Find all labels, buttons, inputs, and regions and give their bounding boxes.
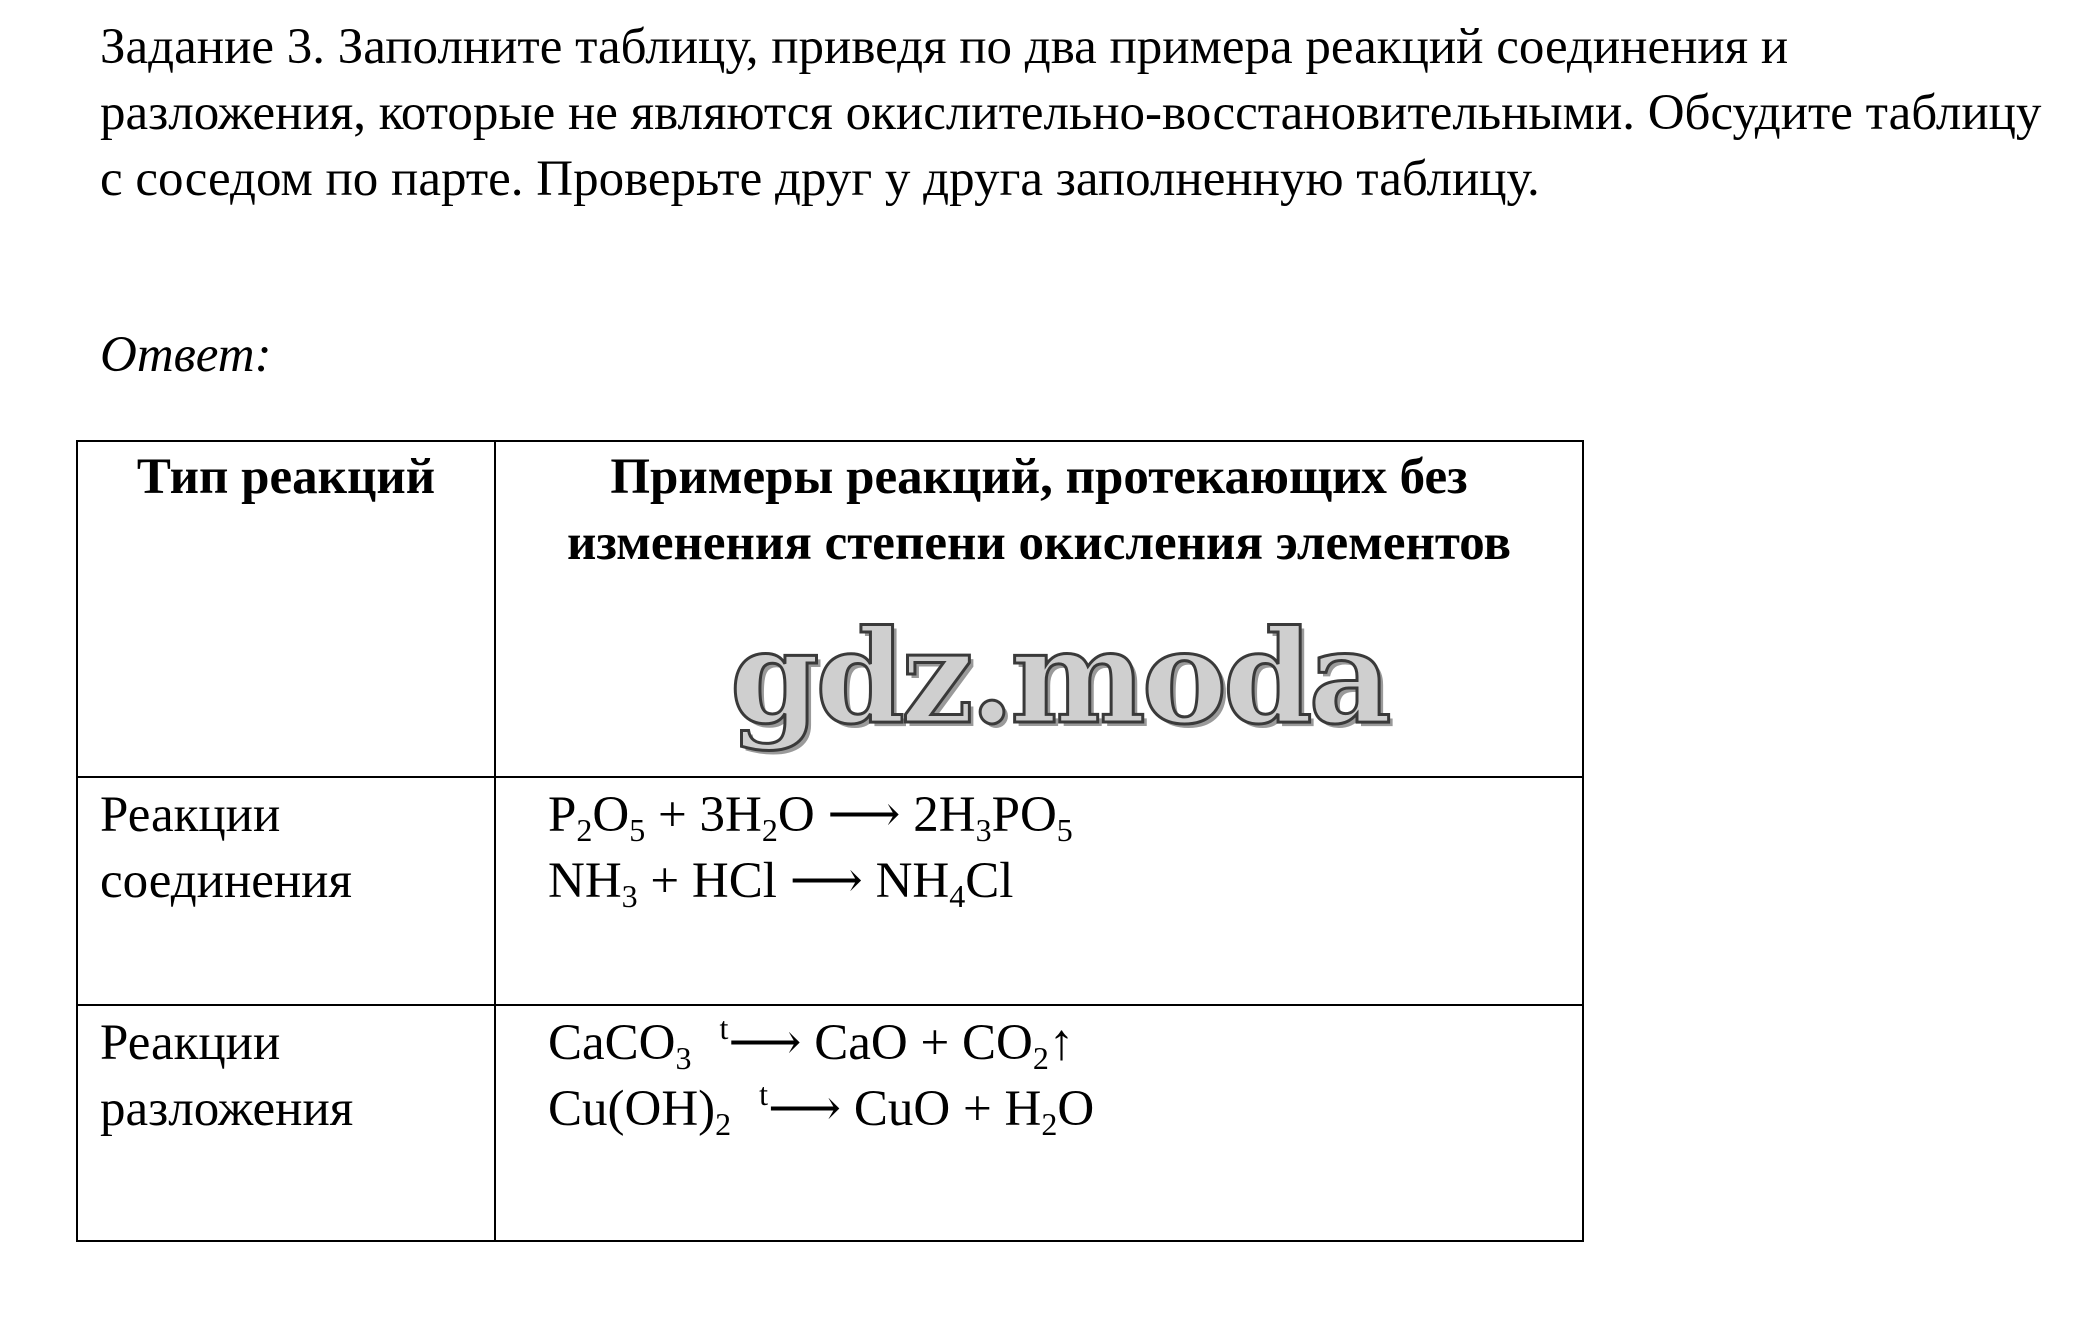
combination-examples [495, 777, 1583, 1005]
reaction-type-decomposition: Реакции разложения [77, 1005, 495, 1241]
equation-caco3: CaCO$_3^t$⟶ CaO + $CO_2↑$ [548, 1010, 1075, 1076]
equation-cuoh2: $Cu(OH)_2^t⟶$ CuO + $H_2O$ [548, 1076, 1095, 1142]
header-reaction-type: Тип реакций [77, 441, 495, 777]
table-row [77, 777, 1583, 1005]
task-text: Задание 3. Заполните таблицу, приведя по два примера реакций соединения и разложения, которые не являются окислительно-восстановительными. Обсудите таблицу с соседом по парте. Проверьте друг у друга заполненную таблицу. [100, 19, 2042, 207]
header-examples-text: Примеры реакций, протекающих без изменения степени окисления элементов [566, 449, 1512, 571]
watermark-logo: gdz.moda [730, 603, 1388, 753]
heat-condition: t [719, 1010, 729, 1046]
equation-nh3-hcl: $NH_3$ + HCl ⟶ $NH_4Cl$ [548, 853, 1014, 914]
answer-label: Ответ: [100, 327, 272, 383]
table-header-row [77, 441, 1583, 777]
reaction-type-combination: Реакции соединения [77, 777, 495, 1005]
table-row [77, 1005, 1583, 1241]
equation-p2o5-h2o: $P_2O_5 + 3H_2O$ ⟶ $2H_3PO_5$ [548, 787, 1073, 848]
heat-condition: t [759, 1076, 769, 1112]
reactions-table [76, 440, 1584, 1242]
decomposition-examples [495, 1005, 1583, 1241]
header-reaction-examples [495, 441, 1583, 777]
